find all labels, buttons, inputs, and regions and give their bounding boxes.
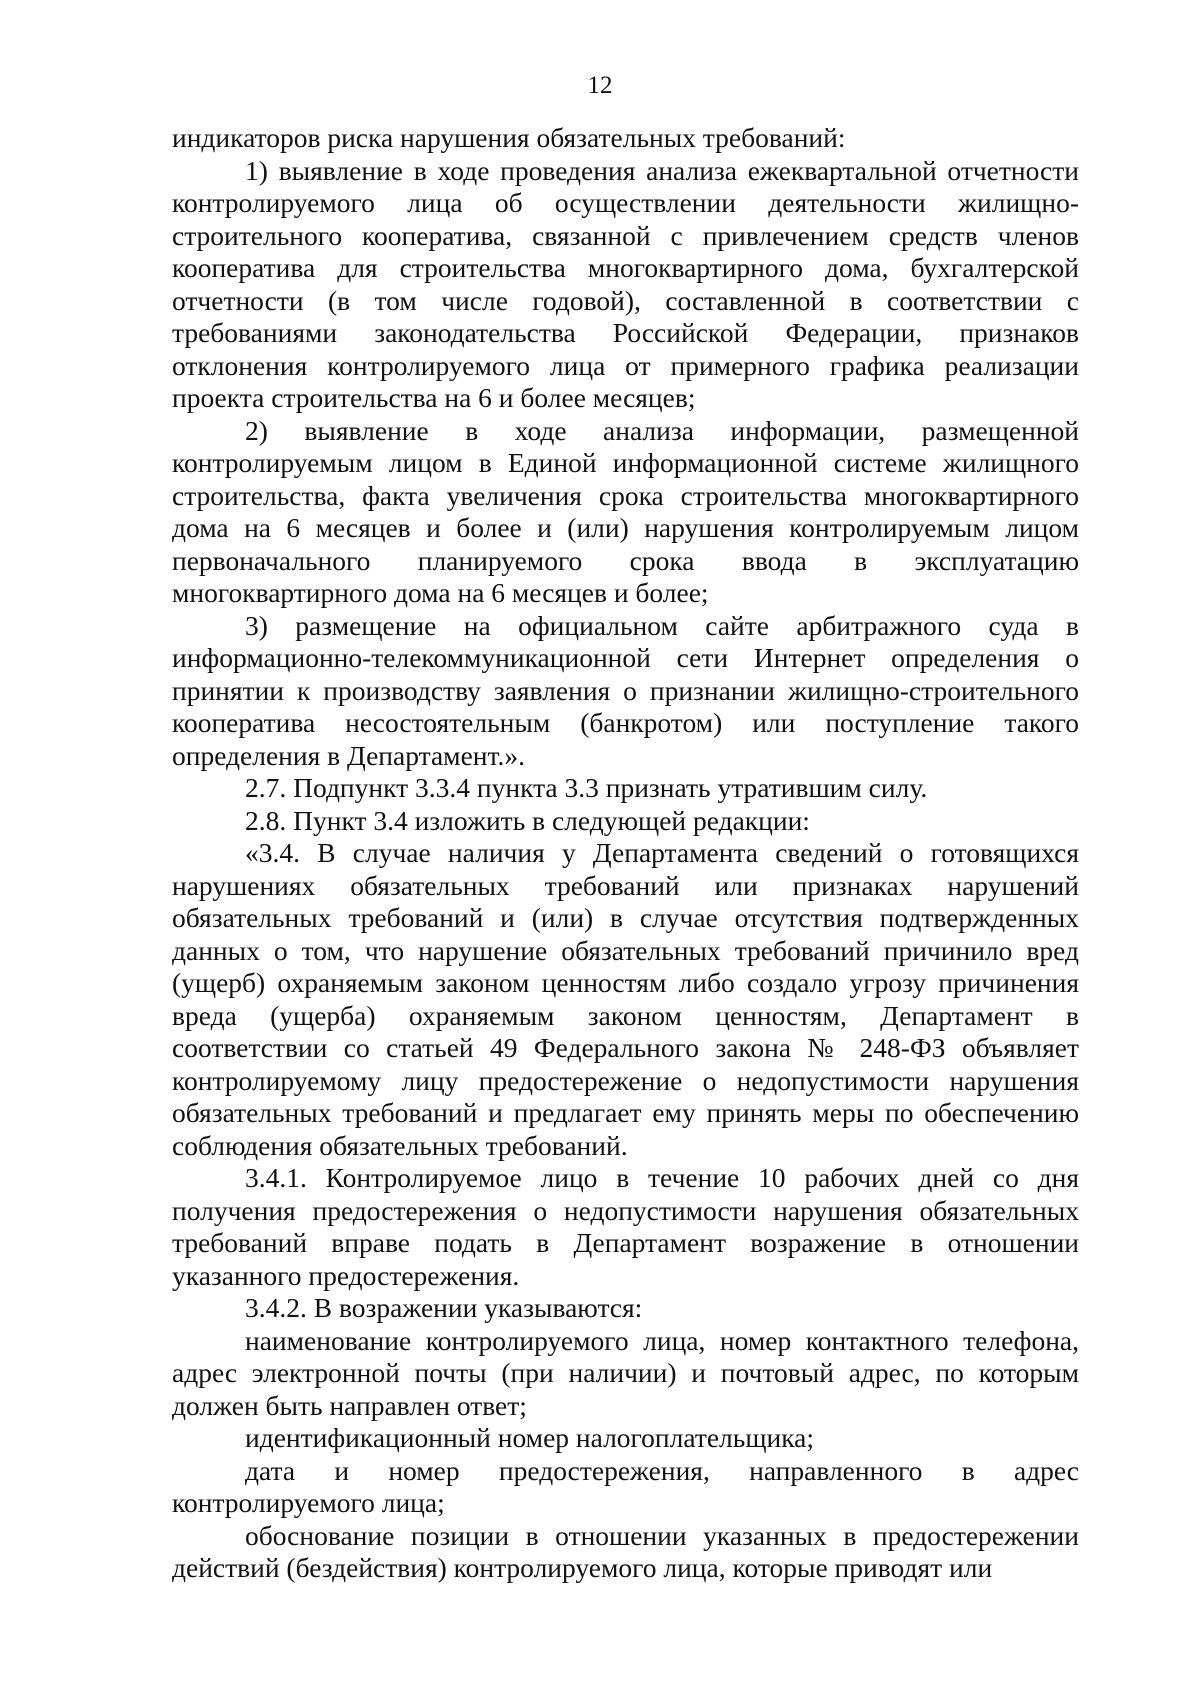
paragraph-objection-item-1: наименование контролируемого лица, номер контактного телефона, адрес электронной почты (при наличии) и почтовый адрес, по которым должен быть направлен ответ; [172, 1324, 1079, 1421]
paragraph: индикаторов риска нарушения обязательных требований: [172, 122, 846, 153]
paragraph-indicator-2: 2) выявление в ходе анализа информации, размещенной контролируемым лицом в Единой информационной системе жилищного строительства, факта увеличения срока строительства многоквартирного дома на 6 месяцев и более и (или) нарушения контролируемым лицом первоначального планируемого срока ввода в эксплуатацию многоквартирного дома на 6 месяцев и более; [172, 414, 1079, 608]
page-number: 12 [587, 72, 613, 99]
paragraph-clause-3-4-2: 3.4.2. В возражении указываются: [245, 1292, 643, 1323]
paragraph-indicator-1: 1) выявление в ходе проведения анализа ежеквартальной отчетности контролируемого лица об осуществлении деятельности жилищно-строительного кооператива, связанной с привлечением средств членов кооператива для строительства многоквартирного дома, бухгалтерской отчетности (в том числе годовой), составленной в соответствии с требованиями законодательства Российской Федерации, признаков отклонения контролируемого лица от примерного графика реализации проекта строительства на 6 и более месяцев; [172, 154, 1079, 413]
paragraph-indicator-3: 3) размещение на официальном сайте арбитражного суда в информационно-телекоммуникационной сети Интернет определения о принятии к производству заявления о признании жилищно-строительного кооператива несостоятельным (банкротом) или поступление такого определения в Департамент.». [172, 609, 1079, 771]
paragraph-clause-3-4-1: 3.4.1. Контролируемое лицо в течение 10 рабочих дней со дня получения предостережения о недопустимости нарушения обязательных требований вправе подать в Департамент возражение в отношении указанного предостережения. [172, 1162, 1079, 1291]
paragraph-clause-2-7: 2.7. Подпункт 3.3.4 пункта 3.3 признать утратившим силу. [245, 772, 928, 803]
paragraph-objection-item-2: идентификационный номер налогоплательщика; [245, 1422, 815, 1453]
paragraph-objection-item-3: дата и номер предостережения, направленного в адрес контролируемого лица; [172, 1454, 1079, 1518]
document-body [172, 122, 1079, 1585]
paragraph-clause-2-8: 2.8. Пункт 3.4 изложить в следующей редакции: [245, 804, 810, 836]
paragraph-clause-3-4: «3.4. В случае наличия у Департамента сведений о готовящихся нарушениях обязательных требований или признаках нарушений обязательных требований и (или) в случае отсутствия подтвержденных данных о том, что нарушение обязательных требований причинило вред (ущерб) охраняемым законом ценностям либо создало угрозу причинения вреда (ущерба) охраняемым законом ценностям, Департамент в соответствии со статьей 49 Федерального закона № 248-ФЗ объявляет контролируемому лицу предостережение о недопустимости нарушения обязательных требований и предлагает ему принять меры по обеспечению соблюдения обязательных требований. [172, 837, 1079, 1161]
paragraph-objection-item-4: обоснование позиции в отношении указанных в предостережении действий (бездействия) контролируемого лица, которые приводят или [172, 1519, 1079, 1583]
